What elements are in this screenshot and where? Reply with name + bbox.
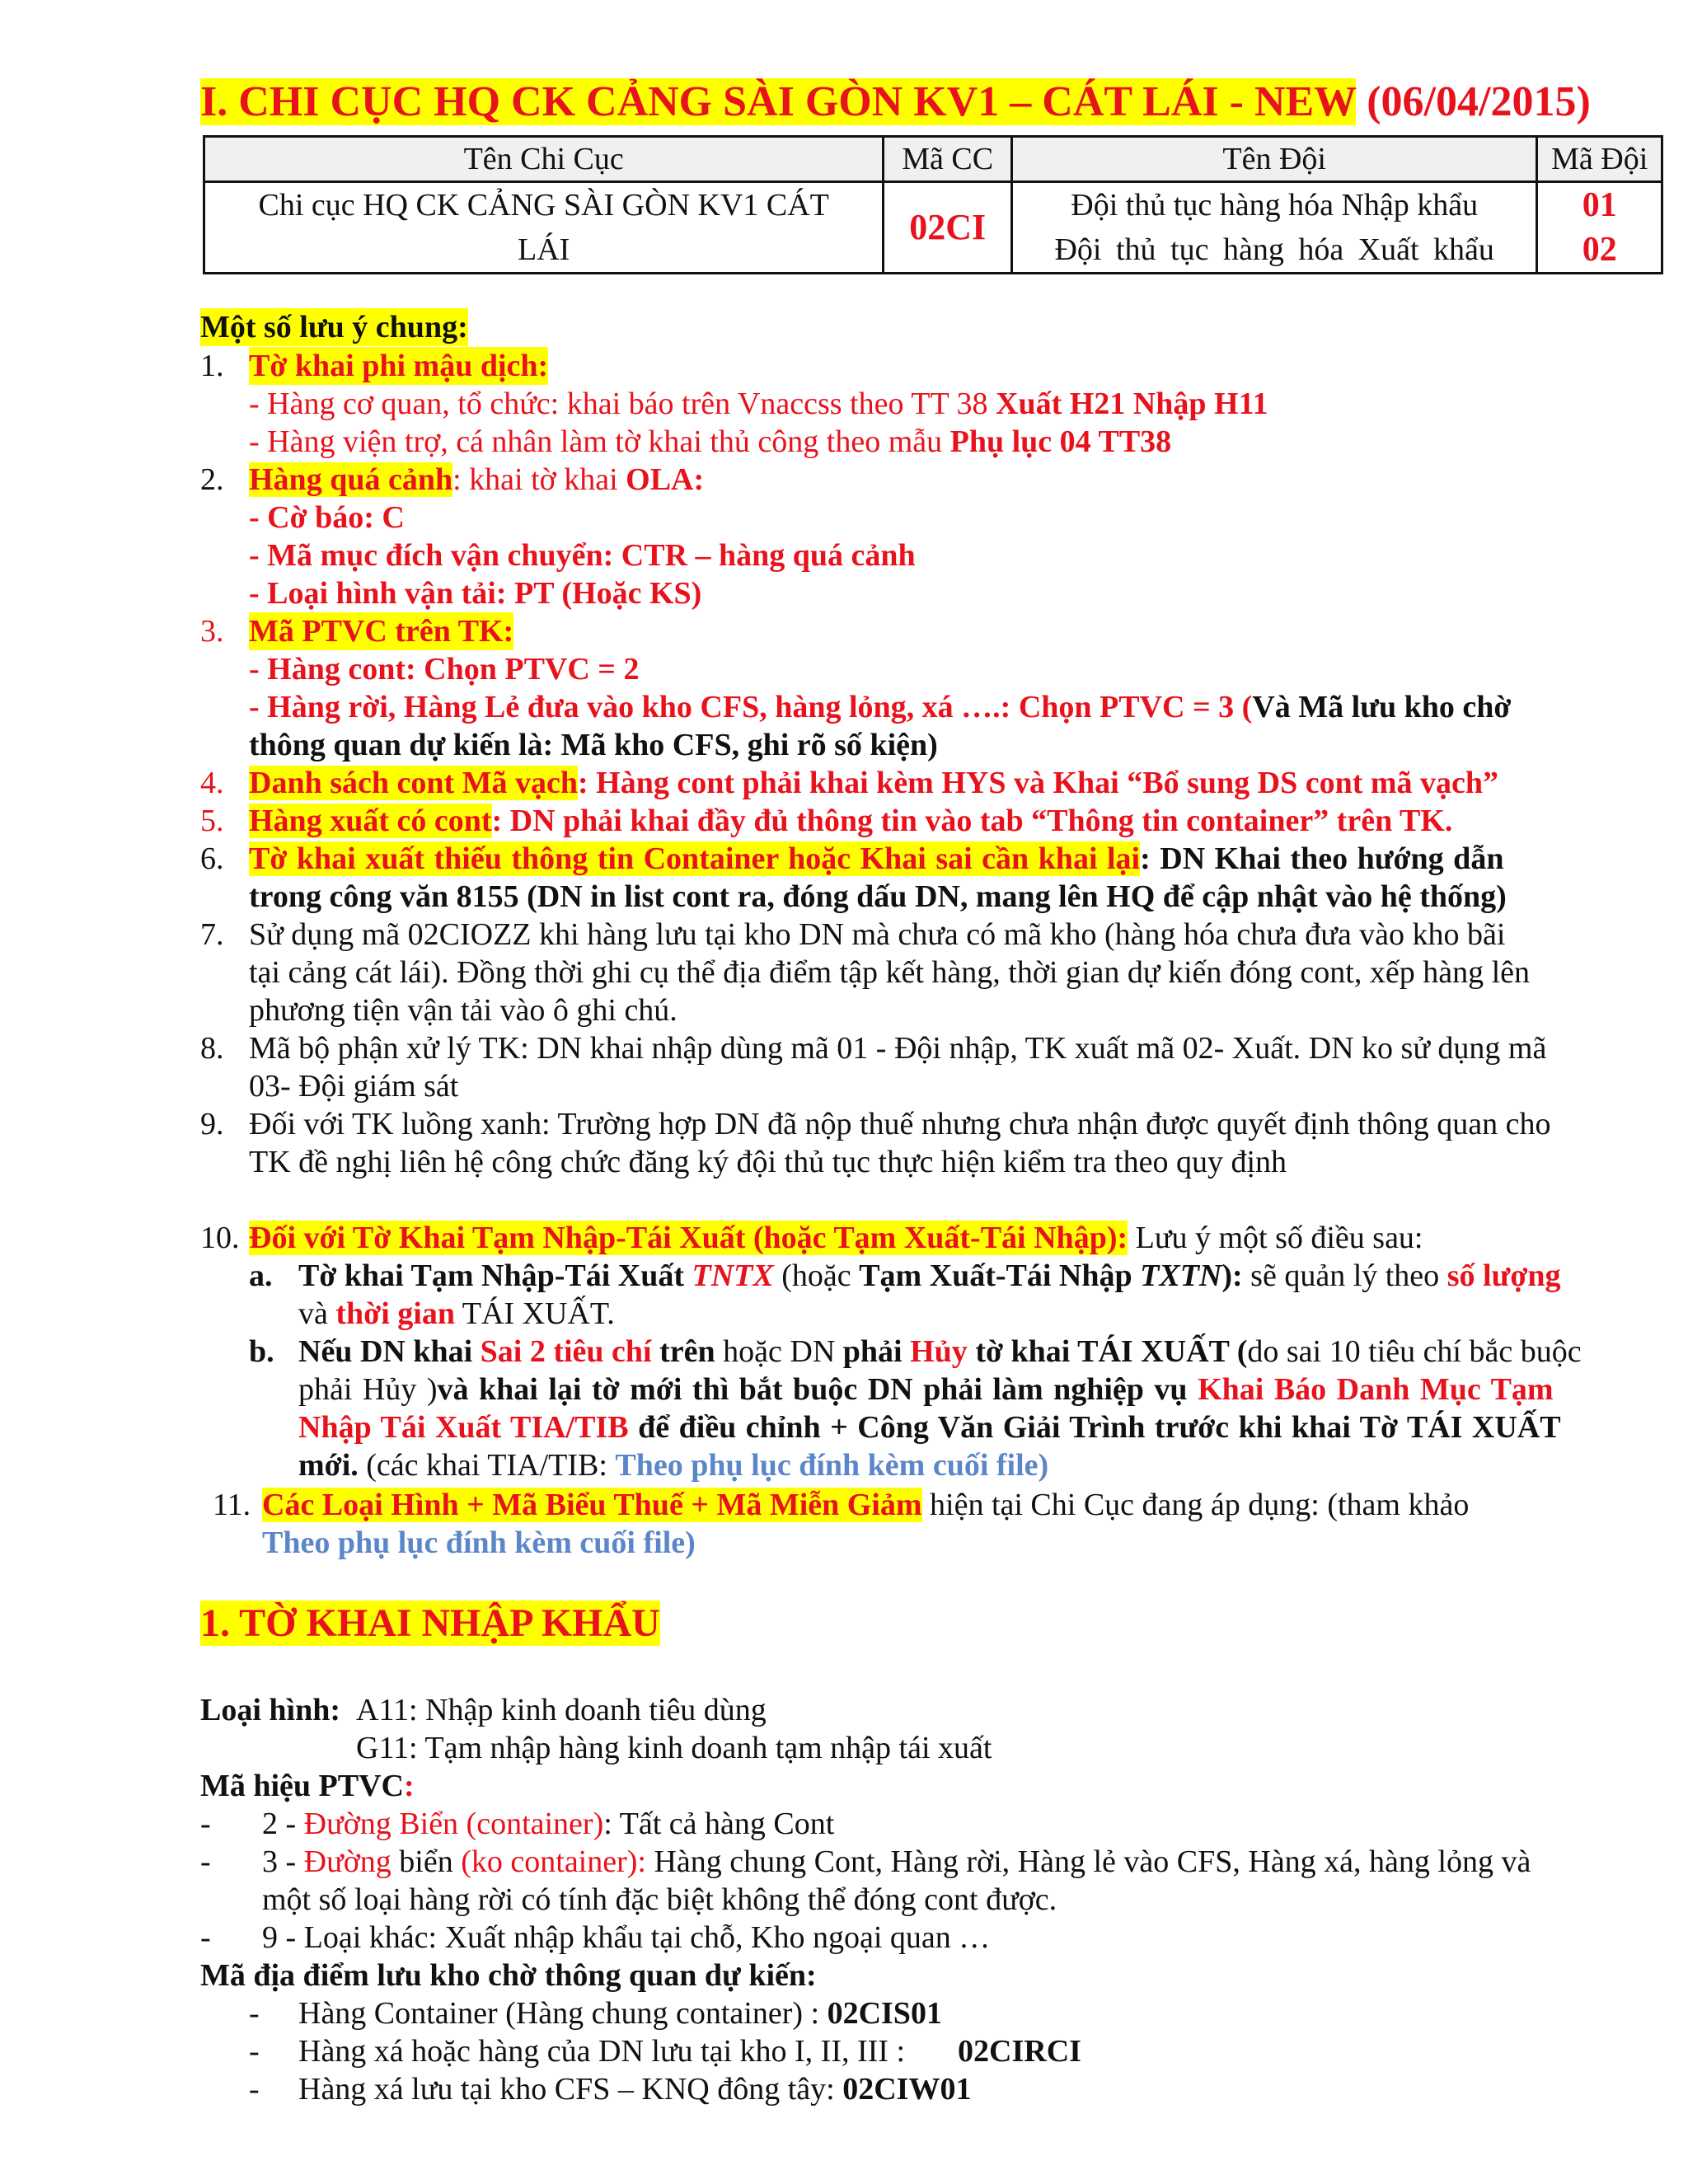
- table-row: [204, 182, 1662, 228]
- appendix-link[interactable]: Theo phụ lục đính kèm cuối file): [615, 1448, 1049, 1483]
- item-1-title: Tờ khai phi mậu dịch:: [249, 349, 549, 383]
- header-ten-doi: Tên Đội: [1011, 137, 1536, 182]
- ptvc-2-dash: -: [200, 1844, 211, 1879]
- item-7-line2: tại cảng cát lái). Đồng thời ghi cụ thể địa điểm tập kết hàng, thời gian dự kiến đóng cont, xếp hàng lên: [249, 955, 1530, 990]
- cell-ma-cc: 02CI: [884, 182, 1012, 274]
- item-6-line1: Tờ khai xuất thiếu thông tin Container hoặc Khai sai cần khai lại: DN Khai theo hướng dẫn: [249, 841, 1504, 876]
- item-8-number: 8.: [200, 1031, 224, 1066]
- ptvc-3-dash: -: [200, 1920, 211, 1955]
- item-9-line1: Đối với TK luồng xanh: Trường hợp DN đã nộp thuế nhưng chưa nhận được quyết định thông quan cho: [249, 1107, 1551, 1141]
- item-2-title-line: Hàng quá cảnh: khai tờ khai OLA:: [249, 462, 705, 497]
- kho-label: Mã địa điểm lưu kho chờ thông quan dự kiến:: [200, 1958, 817, 1993]
- kho-3-dash: -: [249, 2072, 260, 2107]
- item-10a-line2: và thời gian TÁI XUẤT.: [298, 1296, 615, 1331]
- item-10b-mark: b.: [249, 1334, 274, 1369]
- cell-doi2: Đội thủ tục hàng hóa Xuất khẩu: [1011, 227, 1536, 274]
- item-3-line2: - Hàng rời, Hàng Lẻ đưa vào kho CFS, hàng lỏng, xá ….: Chọn PTVC = 3 (Và Mã lưu kho chờ: [249, 690, 1512, 724]
- item-6-number: 6.: [200, 841, 224, 876]
- item-11-line1: Các Loại Hình + Mã Biểu Thuế + Mã Miễn Giảm hiện tại Chi Cục đang áp dụng: (tham khảo: [262, 1488, 1470, 1522]
- title-date: (06/04/2015): [1367, 78, 1591, 125]
- item-10b-line3: Nhập Tái Xuất TIA/TIB để điều chỉnh + Công Văn Giải Trình trước khi khai Tờ TÁI XUẤT: [298, 1410, 1561, 1445]
- loai-hinh-label: Loại hình:: [200, 1693, 341, 1727]
- item-10-number: 10.: [200, 1221, 240, 1255]
- chi-cuc-table: [203, 135, 1663, 274]
- item-5-number: 5.: [200, 804, 224, 838]
- item-10a-line1: Tờ khai Tạm Nhập-Tái Xuất TNTX (hoặc Tạm Xuất-Tái Nhập TXTN): sẽ quản lý theo số lượng: [298, 1258, 1561, 1293]
- page-title: [200, 77, 1591, 126]
- item-10b-line2: phải Hủy )và khai lại tờ mới thì bắt buộc DN phải làm nghiệp vụ Khai Báo Danh Mục Tạm: [298, 1372, 1554, 1407]
- item-1-line1: - Hàng cơ quan, tổ chức: khai báo trên Vnaccss theo TT 38 Xuất H21 Nhập H11: [249, 387, 1268, 421]
- item-10b-line1: Nếu DN khai Sai 2 tiêu chí trên hoặc DN phải Hủy tờ khai TÁI XUẤT (do sai 10 tiêu chí bắc buộc: [298, 1334, 1582, 1369]
- item-2-line1: - Cờ báo: C: [249, 500, 405, 535]
- item-3-line3: thông quan dự kiến là: Mã kho CFS, ghi rõ số kiện): [249, 728, 938, 762]
- loai-hinh-a11: A11: Nhập kinh doanh tiêu dùng: [356, 1693, 767, 1727]
- cell-chi-cuc: [204, 182, 884, 274]
- item-3-title: Mã PTVC trên TK:: [249, 614, 514, 649]
- cell-ma-doi1: 01: [1537, 182, 1662, 228]
- ptvc-2-line2: một số loại hàng rời có tính đặc biệt không thể đóng cont được.: [262, 1882, 1057, 1917]
- item-1-number: 1.: [200, 349, 224, 383]
- ptvc-2-line1: 3 - Đường biển (ko container): Hàng chung Cont, Hàng rời, Hàng lẻ vào CFS, Hàng xá, hàng lỏng và: [262, 1844, 1531, 1879]
- notes-heading: Một số lưu ý chung:: [200, 310, 468, 344]
- appendix-link-2[interactable]: Theo phụ lục đính kèm cuối file): [262, 1526, 696, 1560]
- kho-1: Hàng Container (Hàng chung container) : 02CIS01: [298, 1996, 942, 2031]
- chi-cuc-line1: Chi cục HQ CK CẢNG SÀI GÒN KV1 CÁT: [258, 188, 829, 223]
- kho-2: Hàng xá hoặc hàng của DN lưu tại kho I, II, III : 02CIRCI: [298, 2034, 1081, 2069]
- header-ma-doi: Mã Đội: [1537, 137, 1662, 182]
- section-1-heading: 1. TỜ KHAI NHẬP KHẨU: [200, 1601, 660, 1645]
- ptvc-1-dash: -: [200, 1807, 211, 1841]
- item-7-line3: phương tiện vận tải vào ô ghi chú.: [249, 993, 678, 1028]
- item-6-line2: trong công văn 8155 (DN in list cont ra, đóng dấu DN, mang lên HQ để cập nhật vào hệ thống): [249, 879, 1507, 914]
- ptvc-label: Mã hiệu PTVC:: [200, 1769, 415, 1803]
- kho-2-dash: -: [249, 2034, 260, 2069]
- item-11-number: 11.: [213, 1488, 251, 1522]
- item-4-line: Danh sách cont Mã vạch: Hàng cont phải khai kèm HYS và Khai “Bổ sung DS cont mã vạch”: [249, 766, 1499, 800]
- chi-cuc-line2: LÁI: [518, 232, 570, 267]
- table-header-row: [204, 137, 1662, 182]
- item-7-number: 7.: [200, 917, 224, 952]
- title-main: I. CHI CỤC HQ CK CẢNG SÀI GÒN KV1 – CÁT LÁI - NEW: [200, 78, 1357, 125]
- cell-ma-doi2: 02: [1537, 227, 1662, 274]
- item-2-line3: - Loại hình vận tải: PT (Hoặc KS): [249, 576, 702, 611]
- item-10a-mark: a.: [249, 1258, 273, 1293]
- item-2-line2: - Mã mục đích vận chuyển: CTR – hàng quá cảnh: [249, 538, 916, 573]
- item-4-number: 4.: [200, 766, 224, 800]
- cell-doi1: Đội thủ tục hàng hóa Nhập khẩu: [1011, 182, 1536, 228]
- item-8-line2: 03- Đội giám sát: [249, 1069, 459, 1104]
- loai-hinh-g11: G11: Tạm nhập hàng kinh doanh tạm nhập tái xuất: [356, 1731, 992, 1765]
- item-1-line2: - Hàng viện trợ, cá nhân làm tờ khai thủ công theo mẫu Phụ lục 04 TT38: [249, 424, 1172, 459]
- item-10-title-line: Đối với Tờ Khai Tạm Nhập-Tái Xuất (hoặc Tạm Xuất-Tái Nhập): Lưu ý một số điều sau:: [249, 1221, 1423, 1255]
- item-9-line2: TK đề nghị liên hệ công chức đăng ký đội thủ tục thực hiện kiểm tra theo quy định: [249, 1145, 1287, 1179]
- item-3-line1: - Hàng cont: Chọn PTVC = 2: [249, 652, 640, 687]
- ptvc-1: 2 - Đường Biển (container): Tất cả hàng Cont: [262, 1807, 835, 1841]
- item-5-line: Hàng xuất có cont: DN phải khai đầy đủ thông tin vào tab “Thông tin container” trên TK.: [249, 804, 1453, 838]
- ptvc-3: 9 - Loại khác: Xuất nhập khẩu tại chỗ, Kho ngoại quan …: [262, 1920, 991, 1955]
- header-ten-chi-cuc: Tên Chi Cục: [204, 137, 884, 182]
- item-10b-line4: mới. (các khai TIA/TIB: Theo phụ lục đính kèm cuối file): [298, 1448, 1049, 1483]
- header-ma-cc: Mã CC: [884, 137, 1012, 182]
- item-3-number: 3.: [200, 614, 224, 649]
- kho-3: Hàng xá lưu tại kho CFS – KNQ đông tây: 02CIW01: [298, 2072, 972, 2107]
- item-2-number: 2.: [200, 462, 224, 497]
- item-7-line1: Sử dụng mã 02CIOZZ khi hàng lưu tại kho DN mà chưa có mã kho (hàng hóa chưa đưa vào kho bãi: [249, 917, 1506, 952]
- kho-1-dash: -: [249, 1996, 260, 2031]
- item-9-number: 9.: [200, 1107, 224, 1141]
- item-8-line1: Mã bộ phận xử lý TK: DN khai nhập dùng mã 01 - Đội nhập, TK xuất mã 02- Xuất. DN ko sử dụng mã: [249, 1031, 1547, 1066]
